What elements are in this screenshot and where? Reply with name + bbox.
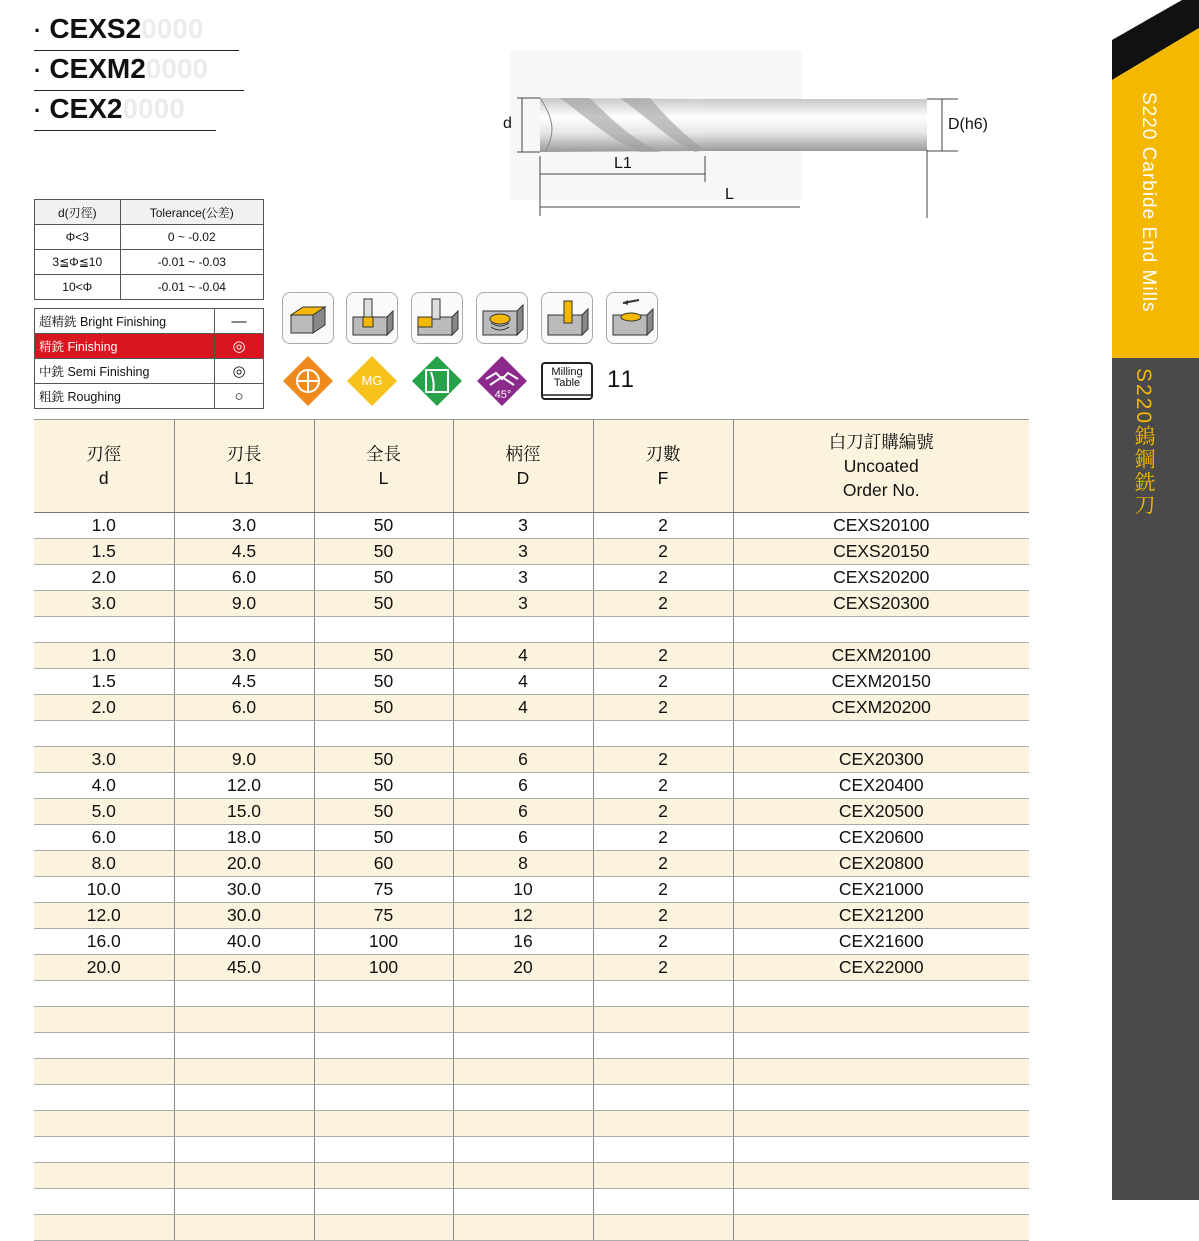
cell-order-no: CEXM20150 (733, 669, 1029, 695)
cell-diameter: 1.0 (34, 513, 174, 539)
tolerance-value: 0 ~ -0.02 (120, 225, 263, 250)
side-milling-icon (411, 292, 463, 344)
cell-flute-length: 6.0 (174, 695, 314, 721)
cell-flute-length: 30.0 (174, 903, 314, 929)
cell-diameter: 20.0 (34, 955, 174, 981)
cell-shank-diameter: 6 (453, 799, 593, 825)
cell-overall-length: 50 (314, 825, 453, 851)
table-row (34, 1033, 1029, 1059)
table-row (34, 929, 1029, 955)
side-banner-title-cn: S220鎢鋼銑刀 (1132, 368, 1155, 518)
cell-diameter: 1.5 (34, 669, 174, 695)
cell-diameter (34, 1007, 174, 1033)
cell-overall-length: 50 (314, 773, 453, 799)
cell-order-no (733, 617, 1029, 643)
tolerance-range: 3≦Φ≦10 (35, 250, 121, 275)
helical-interpolation-icon (476, 292, 528, 344)
cell-order-no: CEXS20300 (733, 591, 1029, 617)
cell-shank-diameter: 6 (453, 747, 593, 773)
cell-flute-length (174, 1059, 314, 1085)
cell-flute-count: 2 (593, 565, 733, 591)
series-title-cex2: · CEX20000 (34, 92, 216, 131)
cell-flute-count: 2 (593, 773, 733, 799)
finishing-label-bright: 超精銑 Bright Finishing (35, 309, 215, 334)
cell-flute-count (593, 1033, 733, 1059)
mg-grade-label: MG (361, 373, 383, 388)
cell-diameter (34, 1059, 174, 1085)
cell-overall-length: 50 (314, 539, 453, 565)
cell-flute-count (593, 1137, 733, 1163)
cell-overall-length (314, 1137, 453, 1163)
cell-overall-length (314, 1111, 453, 1137)
cell-flute-length (174, 617, 314, 643)
cell-shank-diameter: 12 (453, 903, 593, 929)
table-row (34, 903, 1029, 929)
cell-flute-length (174, 981, 314, 1007)
table-row (34, 721, 1029, 747)
cell-flute-count: 2 (593, 903, 733, 929)
cell-diameter (34, 1137, 174, 1163)
cell-overall-length (314, 617, 453, 643)
cell-flute-length: 20.0 (174, 851, 314, 877)
cell-flute-length: 18.0 (174, 825, 314, 851)
cell-shank-diameter: 8 (453, 851, 593, 877)
cell-order-no: CEX20400 (733, 773, 1029, 799)
cell-shank-diameter: 4 (453, 643, 593, 669)
dim-label-l1: L1 (614, 155, 632, 172)
cell-flute-length (174, 1215, 314, 1241)
cell-order-no: CEXS20150 (733, 539, 1029, 565)
table-row (34, 539, 1029, 565)
finishing-label-semi: 中銑 Semi Finishing (35, 359, 215, 384)
cell-flute-length (174, 1163, 314, 1189)
cell-diameter: 8.0 (34, 851, 174, 877)
cell-diameter: 4.0 (34, 773, 174, 799)
cell-flute-length (174, 1007, 314, 1033)
cell-flute-count (593, 1163, 733, 1189)
side-banner-corner (1112, 0, 1199, 80)
table-row (34, 1007, 1029, 1033)
cell-order-no (733, 1059, 1029, 1085)
cell-flute-count (593, 1111, 733, 1137)
cell-flute-count: 2 (593, 929, 733, 955)
cell-flute-count (593, 1085, 733, 1111)
cell-flute-length: 9.0 (174, 747, 314, 773)
cell-overall-length: 50 (314, 513, 453, 539)
helix-45-icon (476, 355, 528, 407)
cell-overall-length: 75 (314, 877, 453, 903)
cell-shank-diameter: 6 (453, 825, 593, 851)
cell-order-no: CEXS20100 (733, 513, 1029, 539)
cell-flute-length (174, 1137, 314, 1163)
cell-diameter (34, 1189, 174, 1215)
cell-order-no (733, 721, 1029, 747)
cell-diameter: 5.0 (34, 799, 174, 825)
cell-order-no (733, 1007, 1029, 1033)
cell-overall-length: 100 (314, 929, 453, 955)
cell-order-no: CEX20600 (733, 825, 1029, 851)
cell-flute-count (593, 1007, 733, 1033)
cell-flute-length: 30.0 (174, 877, 314, 903)
cell-shank-diameter: 16 (453, 929, 593, 955)
cell-shank-diameter (453, 1163, 593, 1189)
face-milling-icon (282, 292, 334, 344)
cell-overall-length (314, 1059, 453, 1085)
cell-overall-length: 50 (314, 669, 453, 695)
circle-symbol-icon: ○ (215, 384, 264, 409)
double-circle-symbol-icon: ◎ (215, 359, 264, 384)
table-row (34, 1189, 1029, 1215)
cell-shank-diameter (453, 1189, 593, 1215)
cell-order-no: CEX21600 (733, 929, 1029, 955)
cell-order-no (733, 1033, 1029, 1059)
cell-diameter: 2.0 (34, 565, 174, 591)
cell-flute-count: 2 (593, 955, 733, 981)
slotting-icon (346, 292, 398, 344)
cell-overall-length: 75 (314, 903, 453, 929)
cell-flute-count (593, 1189, 733, 1215)
helix-45-label: 45° (494, 389, 512, 401)
cell-order-no: CEX20300 (733, 747, 1029, 773)
cell-overall-length (314, 1215, 453, 1241)
cell-diameter (34, 721, 174, 747)
cell-diameter (34, 1033, 174, 1059)
cell-flute-length (174, 1085, 314, 1111)
table-row (34, 643, 1029, 669)
table-row (34, 695, 1029, 721)
cell-diameter (34, 1215, 174, 1241)
cell-shank-diameter: 4 (453, 669, 593, 695)
cell-overall-length (314, 1033, 453, 1059)
cell-diameter: 6.0 (34, 825, 174, 851)
tolerance-header-d: d(刃徑) (35, 200, 121, 225)
cell-flute-count (593, 721, 733, 747)
cell-flute-length (174, 1111, 314, 1137)
cell-flute-count (593, 1059, 733, 1085)
cell-shank-diameter: 3 (453, 539, 593, 565)
table-row (34, 617, 1029, 643)
cell-overall-length (314, 1007, 453, 1033)
cell-order-no (733, 1163, 1029, 1189)
cell-diameter: 12.0 (34, 903, 174, 929)
cell-shank-diameter (453, 981, 593, 1007)
cell-flute-count: 2 (593, 695, 733, 721)
cell-order-no: CEX21200 (733, 903, 1029, 929)
cell-flute-length: 4.5 (174, 669, 314, 695)
cell-diameter: 1.0 (34, 643, 174, 669)
cell-order-no: CEXM20200 (733, 695, 1029, 721)
cell-diameter: 10.0 (34, 877, 174, 903)
cell-flute-length: 45.0 (174, 955, 314, 981)
cell-diameter: 1.5 (34, 539, 174, 565)
cell-diameter (34, 981, 174, 1007)
ramping-icon (606, 292, 658, 344)
series-title-cexs2: · CEXS20000 (34, 12, 239, 51)
plunging-icon (541, 292, 593, 344)
finishing-label-finishing: 精銑 Finishing (35, 334, 215, 359)
cell-overall-length: 50 (314, 591, 453, 617)
cell-flute-count: 2 (593, 851, 733, 877)
header-shank-diameter: 柄徑 D (453, 420, 593, 513)
cell-flute-count (593, 981, 733, 1007)
table-row (34, 669, 1029, 695)
cell-order-no: CEX22000 (733, 955, 1029, 981)
header-order-no: 白刀訂購編號 Uncoated Order No. (733, 420, 1029, 513)
cell-flute-count (593, 1215, 733, 1241)
cell-order-no (733, 981, 1029, 1007)
cell-shank-diameter (453, 1215, 593, 1241)
finishing-key-table (34, 308, 264, 409)
cell-overall-length: 50 (314, 695, 453, 721)
cell-overall-length (314, 721, 453, 747)
table-row (34, 565, 1029, 591)
cell-diameter (34, 617, 174, 643)
cell-shank-diameter (453, 1059, 593, 1085)
cell-shank-diameter (453, 1033, 593, 1059)
cell-shank-diameter: 6 (453, 773, 593, 799)
table-row (34, 1163, 1029, 1189)
cell-shank-diameter: 3 (453, 591, 593, 617)
double-circle-symbol-icon: ◎ (215, 334, 264, 359)
table-row (34, 773, 1029, 799)
table-row (34, 1085, 1029, 1111)
series-title-cexm2: · CEXM20000 (34, 52, 244, 91)
table-row (34, 955, 1029, 981)
cell-order-no (733, 1137, 1029, 1163)
cell-shank-diameter: 4 (453, 695, 593, 721)
cell-shank-diameter (453, 721, 593, 747)
table-row (34, 1137, 1029, 1163)
header-flute-length: 刃長 L1 (174, 420, 314, 513)
cell-diameter (34, 1163, 174, 1189)
cell-diameter: 3.0 (34, 747, 174, 773)
cell-diameter (34, 1111, 174, 1137)
cell-flute-length: 6.0 (174, 565, 314, 591)
cell-flute-length: 9.0 (174, 591, 314, 617)
table-row (34, 1215, 1029, 1241)
tolerance-value: -0.01 ~ -0.03 (120, 250, 263, 275)
cell-shank-diameter (453, 1085, 593, 1111)
cell-overall-length: 50 (314, 799, 453, 825)
table-row (34, 981, 1029, 1007)
cell-diameter (34, 1085, 174, 1111)
tolerance-value: -0.01 ~ -0.04 (120, 275, 263, 300)
cell-flute-length (174, 721, 314, 747)
cell-shank-diameter: 20 (453, 955, 593, 981)
cell-flute-count: 2 (593, 513, 733, 539)
cell-flute-length: 3.0 (174, 513, 314, 539)
cell-order-no (733, 1189, 1029, 1215)
finishing-label-roughing: 粗銑 Roughing (35, 384, 215, 409)
cell-order-no (733, 1085, 1029, 1111)
table-row (34, 747, 1029, 773)
cell-flute-length: 12.0 (174, 773, 314, 799)
helix-icon (411, 355, 463, 407)
tolerance-range: 10<Φ (35, 275, 121, 300)
cell-diameter: 3.0 (34, 591, 174, 617)
cell-order-no: CEX21000 (733, 877, 1029, 903)
cell-flute-count: 2 (593, 825, 733, 851)
table-row (34, 591, 1029, 617)
cell-flute-count: 2 (593, 669, 733, 695)
cell-order-no: CEX20500 (733, 799, 1029, 825)
cell-flute-count (593, 617, 733, 643)
header-diameter: 刃徑 d (34, 420, 174, 513)
cell-diameter: 16.0 (34, 929, 174, 955)
cell-overall-length: 50 (314, 565, 453, 591)
cell-overall-length: 50 (314, 643, 453, 669)
flute-count-icon (282, 355, 334, 407)
cell-shank-diameter (453, 617, 593, 643)
dim-label-d: d (503, 115, 512, 132)
table-row (34, 825, 1029, 851)
cell-order-no: CEX20800 (733, 851, 1029, 877)
spec-table-header (34, 420, 1029, 513)
cell-flute-length: 15.0 (174, 799, 314, 825)
tolerance-table (34, 199, 264, 300)
milling-table-page-number: 11 (607, 366, 636, 393)
cell-overall-length: 100 (314, 955, 453, 981)
cell-flute-count: 2 (593, 643, 733, 669)
dash-symbol-icon: — (215, 309, 264, 334)
spec-table (34, 419, 1029, 1241)
cell-overall-length (314, 981, 453, 1007)
table-row (34, 1111, 1029, 1137)
cell-flute-count: 2 (593, 747, 733, 773)
cell-shank-diameter: 10 (453, 877, 593, 903)
cell-shank-diameter: 3 (453, 565, 593, 591)
cell-flute-count: 2 (593, 877, 733, 903)
table-row (34, 877, 1029, 903)
dim-label-l: L (725, 186, 734, 203)
cell-flute-length: 4.5 (174, 539, 314, 565)
milling-table-book-icon (541, 362, 593, 400)
side-banner-title-en: S220 Carbide End Mills (1138, 92, 1159, 313)
cell-order-no (733, 1111, 1029, 1137)
header-overall-length: 全長 L (314, 420, 453, 513)
cell-overall-length (314, 1189, 453, 1215)
cell-flute-count: 2 (593, 591, 733, 617)
cell-shank-diameter (453, 1111, 593, 1137)
cell-flute-count: 2 (593, 539, 733, 565)
tolerance-range: Φ<3 (35, 225, 121, 250)
overall-length-dimension (920, 150, 940, 220)
cell-flute-length: 40.0 (174, 929, 314, 955)
table-row (34, 799, 1029, 825)
cell-order-no (733, 1215, 1029, 1241)
cell-flute-length: 3.0 (174, 643, 314, 669)
header-flute-count: 刃數 F (593, 420, 733, 513)
table-row (34, 851, 1029, 877)
cell-order-no: CEXM20100 (733, 643, 1029, 669)
table-row (34, 1059, 1029, 1085)
cell-overall-length: 50 (314, 747, 453, 773)
cell-shank-diameter: 3 (453, 513, 593, 539)
milling-table-label: Milling Table (551, 366, 583, 389)
end-mill-drawing (500, 50, 810, 220)
cell-shank-diameter (453, 1137, 593, 1163)
cell-flute-length (174, 1033, 314, 1059)
cell-flute-count: 2 (593, 799, 733, 825)
table-row (34, 513, 1029, 539)
tolerance-header-tolerance: Tolerance(公差) (120, 200, 263, 225)
cell-overall-length (314, 1085, 453, 1111)
cell-order-no: CEXS20200 (733, 565, 1029, 591)
cell-shank-diameter (453, 1007, 593, 1033)
cell-diameter: 2.0 (34, 695, 174, 721)
cell-flute-length (174, 1189, 314, 1215)
mg-grade-icon (346, 355, 398, 407)
cell-overall-length: 60 (314, 851, 453, 877)
dim-label-d-h6: D(h6) (948, 116, 989, 133)
cell-overall-length (314, 1163, 453, 1189)
